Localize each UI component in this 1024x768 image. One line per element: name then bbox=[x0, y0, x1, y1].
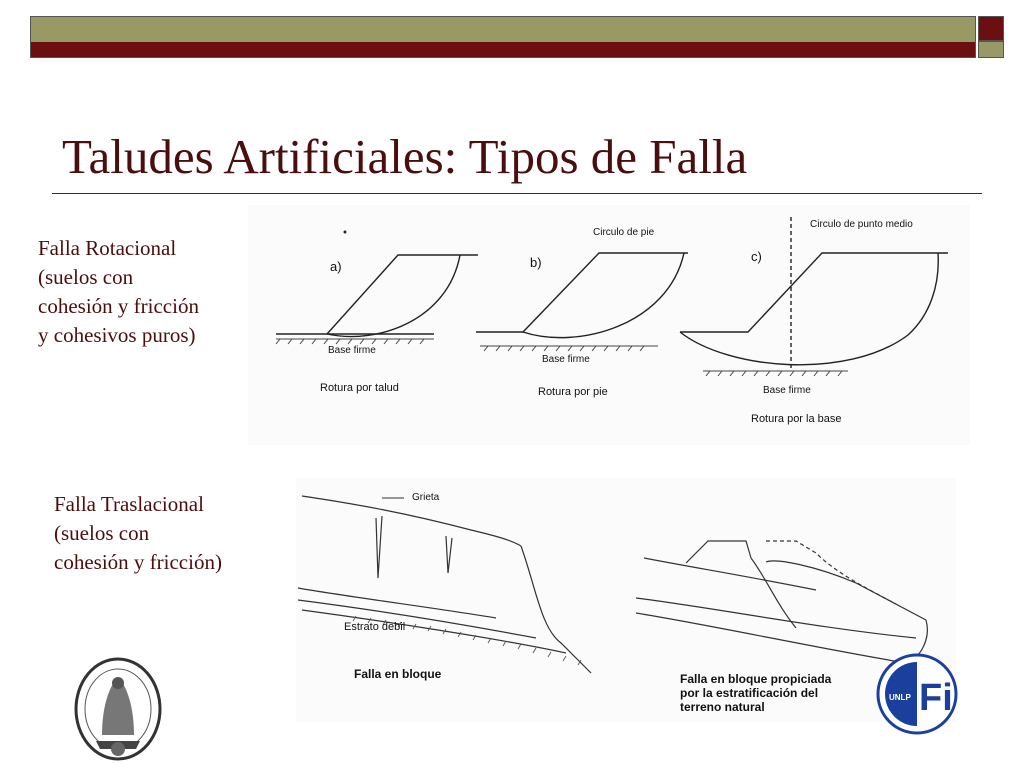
university-seal-icon bbox=[72, 655, 164, 763]
diagram-a-caption: Rotura por talud bbox=[320, 382, 399, 394]
header-square-maroon bbox=[978, 16, 1004, 41]
title-rule bbox=[52, 193, 982, 194]
fi-logo-text: Fi bbox=[919, 677, 953, 719]
diagram-b-base: Base firme bbox=[542, 354, 590, 365]
diagram-grieta: Grieta bbox=[412, 492, 440, 503]
label-rotacional: Falla Rotacional (suelos con cohesión y fricción y cohesivos puros) bbox=[38, 236, 199, 347]
diagram-a-base: Base firme bbox=[328, 345, 376, 356]
fi-logo-icon bbox=[875, 652, 959, 736]
diagram-propiciada-line2: por la estratificación del bbox=[680, 686, 819, 700]
header-bar bbox=[30, 16, 976, 58]
diagram-estrato: Estrato debil bbox=[344, 621, 406, 633]
diagram-bloque-caption: Falla en bloque bbox=[354, 667, 442, 681]
diagram-c-base: Base firme bbox=[763, 385, 811, 396]
diagram-propiciada-line1: Falla en bloque propiciada bbox=[680, 672, 832, 686]
diagram-b-letter: b) bbox=[530, 255, 542, 270]
diagram-b-circle: Circulo de pie bbox=[593, 227, 655, 238]
header-bar-maroon bbox=[31, 42, 975, 57]
diagram-c-caption: Rotura por la base bbox=[751, 413, 842, 425]
rotational-failure-diagram bbox=[248, 205, 970, 445]
fi-logo-ring: UNLP bbox=[889, 693, 911, 702]
translational-failure-diagram bbox=[296, 478, 956, 722]
diagram-b-caption: Rotura por pie bbox=[538, 386, 608, 398]
diagram-a-letter: a) bbox=[330, 259, 342, 274]
diagram-c-letter: c) bbox=[751, 249, 762, 264]
diagram-propiciada-line3: terreno natural bbox=[680, 700, 765, 714]
header-bar-olive bbox=[31, 17, 975, 42]
header-square-olive bbox=[978, 41, 1004, 58]
slide-title: Taludes Artificiales: Tipos de Falla bbox=[62, 129, 748, 184]
diagram-c-circle: Circulo de punto medio bbox=[810, 219, 913, 230]
label-traslacional: Falla Traslacional (suelos con cohesión y fricción) bbox=[54, 492, 222, 574]
